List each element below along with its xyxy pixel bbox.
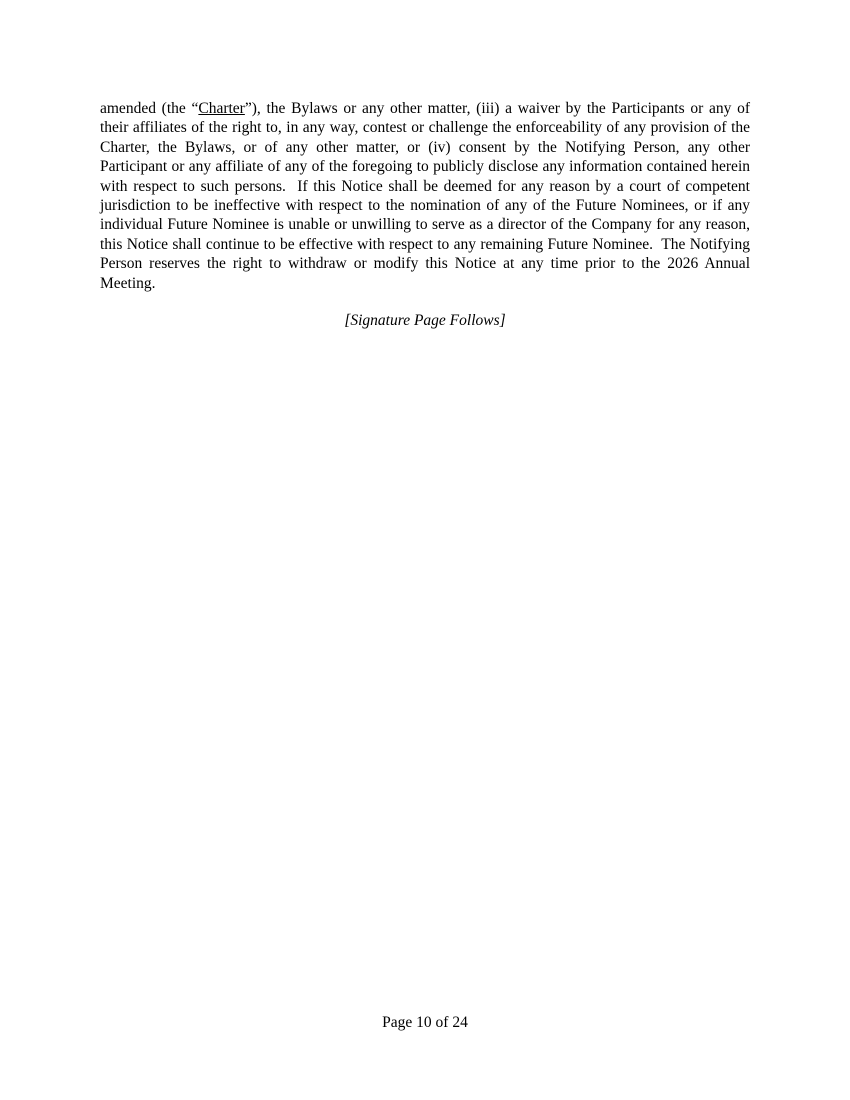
signature-page-follows-note: [Signature Page Follows] xyxy=(344,312,506,329)
defined-term-charter: Charter xyxy=(198,100,245,117)
page-number-footer: Page 10 of 24 xyxy=(382,1014,468,1031)
body-paragraph xyxy=(100,99,750,293)
paragraph-text-before: amended (the “ xyxy=(100,100,199,117)
paragraph-text-after: ”), the Bylaws or any other matter, (iii) a waiver by the Participants or any of their affiliates of the right to, in any way, contest or challenge the enforceability of any provision of the Charter, the Bylaws, or of any other matter, or (iv) consent by the Notifying Person, any other Participant or any affiliate of any of the foregoing to publicly disclose any information contained herein with respect to such persons. If this Notice shall be deemed for any reason by a court of competent jurisdiction to be ineffective with respect to the nomination of any of the Future Nominees, or if any individual Future Nominee is unable or unwilling to serve as a director of the Company for any reason, this Notice shall continue to be effective with respect to any remaining Future Nominee. The Notifying Person reserves the right to withdraw or modify this Notice at any time prior to the 2026 Annual Meeting. xyxy=(100,100,750,292)
